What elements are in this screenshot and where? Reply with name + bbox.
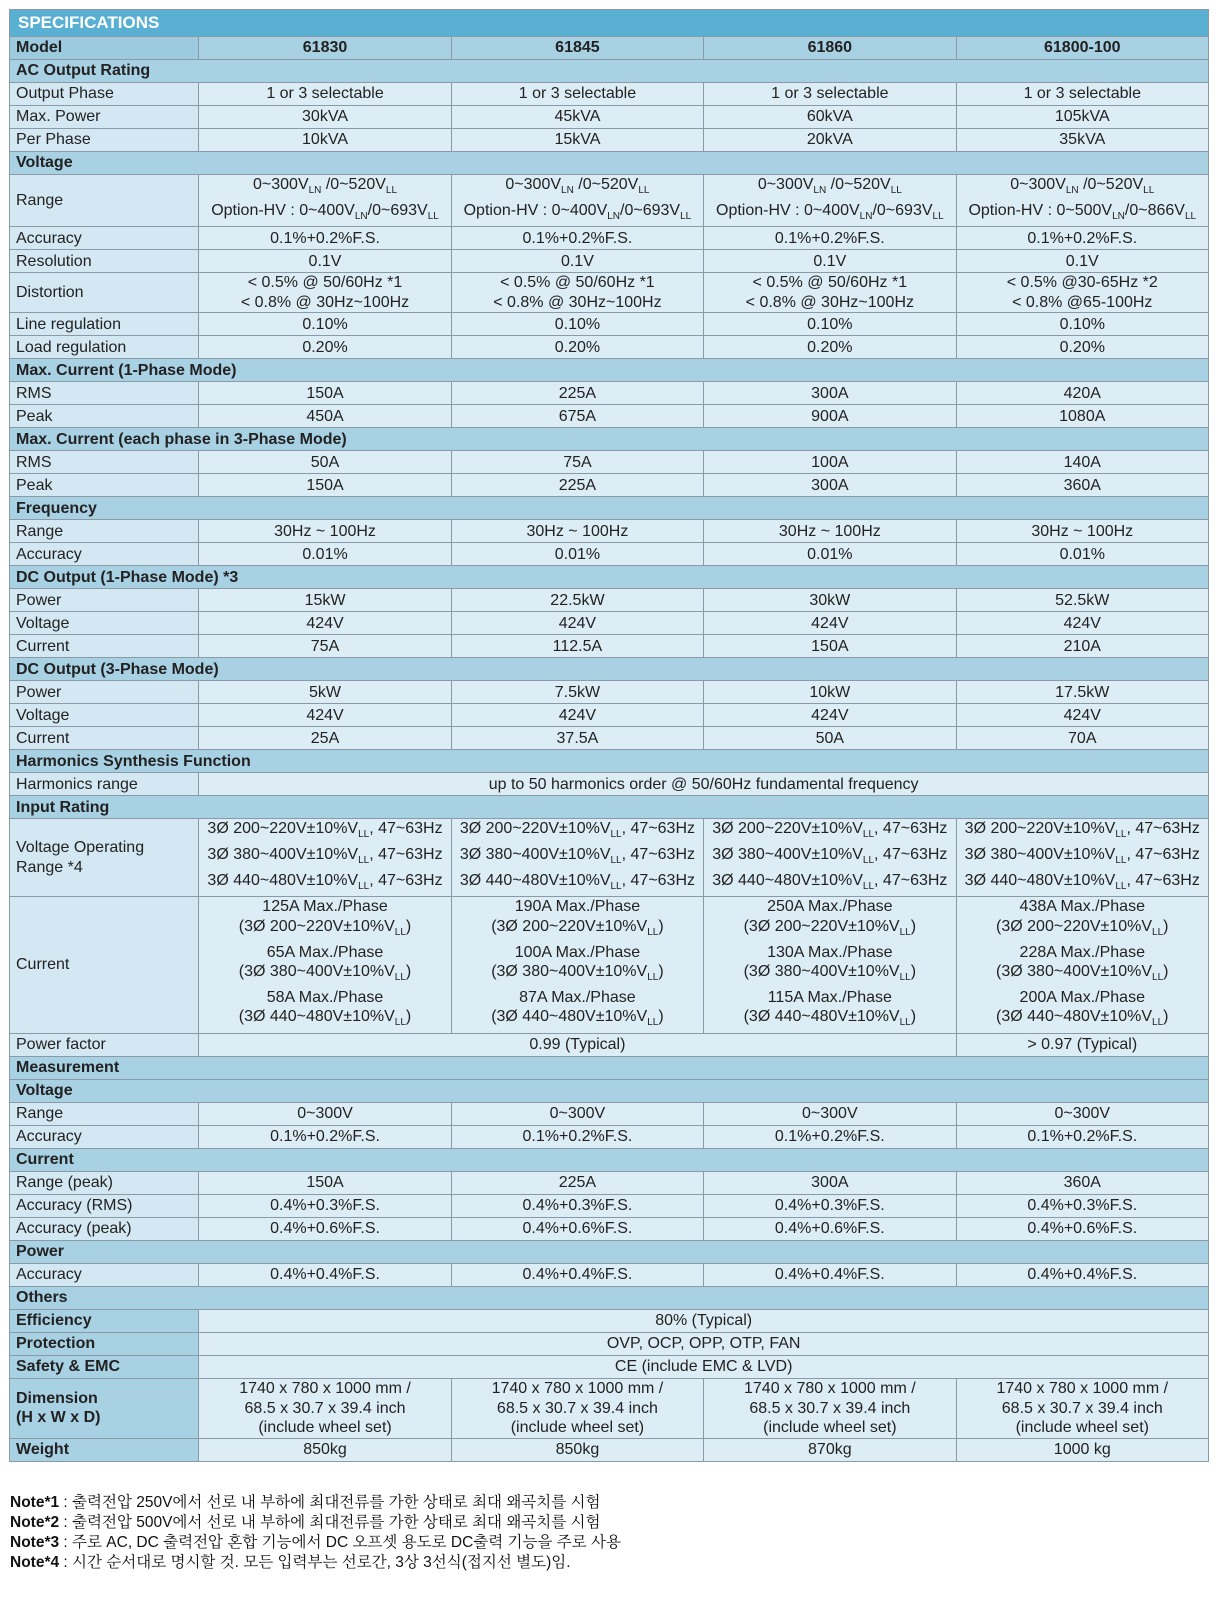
spec-value: 22.5kW xyxy=(451,589,703,612)
spec-value: 20kVA xyxy=(704,129,956,152)
spec-row-label: Accuracy xyxy=(10,227,199,250)
spec-value: < 0.5% @30-65Hz *2 < 0.8% @65-100Hz xyxy=(956,273,1208,313)
spec-row-label: Accuracy xyxy=(10,1264,199,1287)
section-title: Voltage xyxy=(10,1080,1209,1103)
section-title: Frequency xyxy=(10,497,1209,520)
spec-row xyxy=(10,897,1209,1034)
section-title: Others xyxy=(10,1287,1209,1310)
spec-value: 0.10% xyxy=(704,313,956,336)
footnote-text: : 출력전압 250V에서 선로 내 부하에 최대전류를 가한 상태로 최대 왜곡치를 시험 xyxy=(59,1494,601,1511)
spec-value: 150A xyxy=(199,382,451,405)
spec-value: $0\sim 300V_{LN}$ $/0\sim 520V_{LL}$ Option-HV : $0\sim 400V_{LN}/0\sim 693V_{LL}$ xyxy=(704,175,956,227)
spec-value: 0~300V xyxy=(451,1103,703,1126)
spec-row-label: Accuracy (peak) xyxy=(10,1218,199,1241)
spec-value: 3Ø $200\sim 220V\pm 10\%V_{LL}$, 47~63Hz 3Ø $380\sim 400V\pm 10\%V_{LL}$, 47~63Hz 3Ø $440\sim 480V\pm 10\%V_{LL}$, 47~63Hz xyxy=(704,819,956,897)
spec-value: 30kW xyxy=(704,589,956,612)
spec-value: $0\sim 300V_{LN}$ $/0\sim 520V_{LL}$ Option-HV : $0\sim 400V_{LN}/0\sim 693V_{LL}$ xyxy=(199,175,451,227)
spec-value: 0.01% xyxy=(956,543,1208,566)
spec-row xyxy=(10,336,1209,359)
section-header-row xyxy=(10,497,1209,520)
section-title: Max. Current (each phase in 3-Phase Mode) xyxy=(10,428,1209,451)
spec-value: 0.4%+0.3%F.S. xyxy=(451,1195,703,1218)
section-title: DC Output (1-Phase Mode) *3 xyxy=(10,566,1209,589)
spec-row-label: Max. Power xyxy=(10,106,199,129)
spec-value: 112.5A xyxy=(451,635,703,658)
footnote-text: : 주로 AC, DC 출력전압 혼합 기능에서 DC 오프셋 용도로 DC출력 기능을 주로 사용 xyxy=(59,1534,621,1551)
spec-value: 300A xyxy=(704,382,956,405)
spec-value: 17.5kW xyxy=(956,681,1208,704)
spec-value: 0.1%+0.2%F.S. xyxy=(451,1126,703,1149)
spec-row xyxy=(10,1195,1209,1218)
spec-value: 190A Max./Phase (3Ø $200\sim 220V\pm 10\%V_{LL}$) 100A Max./Phase (3Ø $380\sim 400V\pm 10\%V_{LL}$) 87A Max./Phase (3Ø $440\sim 480V\pm 10\%V_{LL}$) xyxy=(451,897,703,1034)
spec-value: 1740 x 780 x 1000 mm / 68.5 x 30.7 x 39.4 inch (include wheel set) xyxy=(704,1379,956,1439)
footnote-text: : 시간 순서대로 명시할 것. 모든 입력부는 선로간, 3상 3선식(접지선 별도)임. xyxy=(59,1554,571,1571)
spec-row-label: Voltage xyxy=(10,704,199,727)
spec-row xyxy=(10,1310,1209,1333)
spec-value: 225A xyxy=(451,382,703,405)
spec-value: 1740 x 780 x 1000 mm / 68.5 x 30.7 x 39.4 inch (include wheel set) xyxy=(199,1379,451,1439)
spec-value: 1 or 3 selectable xyxy=(956,83,1208,106)
spec-value: 30Hz ~ 100Hz xyxy=(704,520,956,543)
spec-row xyxy=(10,543,1209,566)
spec-row-label: Output Phase xyxy=(10,83,199,106)
spec-value: $0\sim 300V_{LN}$ $/0\sim 520V_{LL}$ Option-HV : $0\sim 500V_{LN}/0\sim 866V_{LL}$ xyxy=(956,175,1208,227)
spec-row xyxy=(10,1438,1209,1461)
section-header-row xyxy=(10,152,1209,175)
footnote xyxy=(10,1533,1200,1553)
spec-row-label: Current xyxy=(10,897,199,1034)
spec-row xyxy=(10,129,1209,152)
spec-value: 0.1%+0.2%F.S. xyxy=(199,1126,451,1149)
spec-row-label: Protection xyxy=(10,1333,199,1356)
spec-row-label: Current xyxy=(10,635,199,658)
spec-row xyxy=(10,1264,1209,1287)
spec-value: 0.4%+0.3%F.S. xyxy=(704,1195,956,1218)
section-title: Max. Current (1-Phase Mode) xyxy=(10,359,1209,382)
spec-value: 30Hz ~ 100Hz xyxy=(199,520,451,543)
spec-value: 0.1%+0.2%F.S. xyxy=(704,1126,956,1149)
spec-value: 0.10% xyxy=(956,313,1208,336)
spec-value: 675A xyxy=(451,405,703,428)
spec-row-label: Peak xyxy=(10,474,199,497)
spec-value: 0.1V xyxy=(956,250,1208,273)
spec-row xyxy=(10,1379,1209,1439)
spec-row xyxy=(10,612,1209,635)
spec-value: OVP, OCP, OPP, OTP, FAN xyxy=(199,1333,1209,1356)
spec-row-label: Power factor xyxy=(10,1034,199,1057)
spec-value: 15kVA xyxy=(451,129,703,152)
spec-value: 30Hz ~ 100Hz xyxy=(956,520,1208,543)
section-title: DC Output (3-Phase Mode) xyxy=(10,658,1209,681)
spec-value: 250A Max./Phase (3Ø $200\sim 220V\pm 10\%V_{LL}$) 130A Max./Phase (3Ø $380\sim 400V\pm 10\%V_{LL}$) 115A Max./Phase (3Ø $440\sim 480V\pm 10\%V_{LL}$) xyxy=(704,897,956,1034)
section-title: AC Output Rating xyxy=(10,60,1209,83)
spec-value: 1080A xyxy=(956,405,1208,428)
spec-value: 424V xyxy=(704,612,956,635)
section-header-row xyxy=(10,658,1209,681)
spec-value: 0.1%+0.2%F.S. xyxy=(704,227,956,250)
spec-value: 424V xyxy=(956,612,1208,635)
model-name: 61845 xyxy=(451,37,703,60)
spec-row xyxy=(10,1034,1209,1057)
spec-row-label: Harmonics range xyxy=(10,773,199,796)
spec-value: 37.5A xyxy=(451,727,703,750)
spec-value: 52.5kW xyxy=(956,589,1208,612)
spec-value: 125A Max./Phase (3Ø $200\sim 220V\pm 10\%V_{LL}$) 65A Max./Phase (3Ø $380\sim 400V\pm 10\%V_{LL}$) 58A Max./Phase (3Ø $440\sim 480V\pm 10\%V_{LL}$) xyxy=(199,897,451,1034)
spec-value: 0.20% xyxy=(451,336,703,359)
spec-value: 0.1V xyxy=(451,250,703,273)
spec-value: 3Ø $200\sim 220V\pm 10\%V_{LL}$, 47~63Hz 3Ø $380\sim 400V\pm 10\%V_{LL}$, 47~63Hz 3Ø $440\sim 480V\pm 10\%V_{LL}$, 47~63Hz xyxy=(451,819,703,897)
spec-value: 900A xyxy=(704,405,956,428)
spec-value: 0.4%+0.6%F.S. xyxy=(199,1218,451,1241)
spec-value: 0.4%+0.3%F.S. xyxy=(199,1195,451,1218)
spec-value: 1 or 3 selectable xyxy=(451,83,703,106)
spec-value: 75A xyxy=(199,635,451,658)
spec-value: 0.01% xyxy=(199,543,451,566)
section-header-row xyxy=(10,566,1209,589)
spec-value: 424V xyxy=(956,704,1208,727)
spec-value: 0~300V xyxy=(199,1103,451,1126)
spec-value: 0.01% xyxy=(451,543,703,566)
spec-value: 300A xyxy=(704,474,956,497)
section-title: Voltage xyxy=(10,152,1209,175)
spec-row-label: Range xyxy=(10,175,199,227)
spec-row xyxy=(10,227,1209,250)
spec-row-label: Dimension (H x W x D) xyxy=(10,1379,199,1439)
spec-value: 0.20% xyxy=(956,336,1208,359)
spec-value: 150A xyxy=(704,635,956,658)
spec-row xyxy=(10,1126,1209,1149)
spec-value: 10kVA xyxy=(199,129,451,152)
spec-value: 75A xyxy=(451,451,703,474)
spec-row-label: Range xyxy=(10,1103,199,1126)
section-title: Power xyxy=(10,1241,1209,1264)
spec-row-label: Efficiency xyxy=(10,1310,199,1333)
spec-value: 0.1%+0.2%F.S. xyxy=(451,227,703,250)
spec-value: 225A xyxy=(451,1172,703,1195)
spec-value: 0.20% xyxy=(704,336,956,359)
spec-value: 0.4%+0.6%F.S. xyxy=(704,1218,956,1241)
footnote-mark: Note*3 xyxy=(10,1534,60,1551)
spec-value: 50A xyxy=(704,727,956,750)
footnote xyxy=(10,1513,1200,1533)
spec-value: 0.1V xyxy=(199,250,451,273)
spec-table xyxy=(9,36,1209,1462)
spec-row-label: Per Phase xyxy=(10,129,199,152)
spec-row xyxy=(10,589,1209,612)
spec-value: 1740 x 780 x 1000 mm / 68.5 x 30.7 x 39.4 inch (include wheel set) xyxy=(956,1379,1208,1439)
spec-value: 210A xyxy=(956,635,1208,658)
spec-value: 150A xyxy=(199,1172,451,1195)
spec-value: 3Ø $200\sim 220V\pm 10\%V_{LL}$, 47~63Hz 3Ø $380\sim 400V\pm 10\%V_{LL}$, 47~63Hz 3Ø $440\sim 480V\pm 10\%V_{LL}$, 47~63Hz xyxy=(199,819,451,897)
spec-value: 1740 x 780 x 1000 mm / 68.5 x 30.7 x 39.4 inch (include wheel set) xyxy=(451,1379,703,1439)
spec-row xyxy=(10,474,1209,497)
spec-value: 10kW xyxy=(704,681,956,704)
spec-value: 0.4%+0.6%F.S. xyxy=(451,1218,703,1241)
spec-value: 0~300V xyxy=(956,1103,1208,1126)
spec-row-label: Accuracy xyxy=(10,1126,199,1149)
spec-value: 850kg xyxy=(199,1438,451,1461)
spec-value: 360A xyxy=(956,474,1208,497)
spec-value: 80% (Typical) xyxy=(199,1310,1209,1333)
spec-row-label: Distortion xyxy=(10,273,199,313)
spec-value: 424V xyxy=(451,612,703,635)
spec-row xyxy=(10,681,1209,704)
section-header-row xyxy=(10,60,1209,83)
spec-row-label: Voltage Operating Range *4 xyxy=(10,819,199,897)
spec-row xyxy=(10,819,1209,897)
spec-value: 0.4%+0.4%F.S. xyxy=(451,1264,703,1287)
spec-value: 0~300V xyxy=(704,1103,956,1126)
spec-value: 0.01% xyxy=(704,543,956,566)
spec-value: 438A Max./Phase (3Ø $200\sim 220V\pm 10\%V_{LL}$) 228A Max./Phase (3Ø $380\sim 400V\pm 10\%V_{LL}$) 200A Max./Phase (3Ø $440\sim 480V\pm 10\%V_{LL}$) xyxy=(956,897,1208,1034)
section-title: Input Rating xyxy=(10,796,1209,819)
spec-row-label: RMS xyxy=(10,451,199,474)
spec-row-label: Resolution xyxy=(10,250,199,273)
spec-value: 15kW xyxy=(199,589,451,612)
section-header-row xyxy=(10,1057,1209,1080)
model-label: Model xyxy=(10,37,199,60)
section-header-row xyxy=(10,1149,1209,1172)
spec-value: 1 or 3 selectable xyxy=(199,83,451,106)
spec-value: 424V xyxy=(704,704,956,727)
spec-row xyxy=(10,635,1209,658)
spec-value: < 0.5% @ 50/60Hz *1 < 0.8% @ 30Hz~100Hz xyxy=(199,273,451,313)
spec-row-label: Peak xyxy=(10,405,199,428)
spec-value: 0.1%+0.2%F.S. xyxy=(199,227,451,250)
spec-row-label: Power xyxy=(10,681,199,704)
section-header-row xyxy=(10,428,1209,451)
section-header-row xyxy=(10,359,1209,382)
spec-value: CE (include EMC & LVD) xyxy=(199,1356,1209,1379)
spec-row-label: Accuracy xyxy=(10,543,199,566)
model-header-row xyxy=(10,37,1209,60)
footnote-mark: Note*1 xyxy=(10,1494,60,1511)
spec-value: 0.4%+0.4%F.S. xyxy=(956,1264,1208,1287)
spec-row xyxy=(10,1356,1209,1379)
spec-value: 70A xyxy=(956,727,1208,750)
spec-value: 60kVA xyxy=(704,106,956,129)
spec-row xyxy=(10,451,1209,474)
spec-value: 5kW xyxy=(199,681,451,704)
spec-title: SPECIFICATIONS xyxy=(9,9,1209,36)
footnote xyxy=(10,1493,1200,1513)
spec-value: 424V xyxy=(451,704,703,727)
spec-sheet xyxy=(9,9,1209,1462)
spec-row xyxy=(10,175,1209,227)
spec-value: 35kVA xyxy=(956,129,1208,152)
spec-row-label: Power xyxy=(10,589,199,612)
spec-value: 3Ø $200\sim 220V\pm 10\%V_{LL}$, 47~63Hz 3Ø $380\sim 400V\pm 10\%V_{LL}$, 47~63Hz 3Ø $440\sim 480V\pm 10\%V_{LL}$, 47~63Hz xyxy=(956,819,1208,897)
spec-value: 30Hz ~ 100Hz xyxy=(451,520,703,543)
spec-value: 360A xyxy=(956,1172,1208,1195)
spec-row-label: Current xyxy=(10,727,199,750)
spec-row xyxy=(10,106,1209,129)
spec-row-label: RMS xyxy=(10,382,199,405)
spec-value: 450A xyxy=(199,405,451,428)
spec-value: 50A xyxy=(199,451,451,474)
spec-value: 300A xyxy=(704,1172,956,1195)
model-name: 61860 xyxy=(704,37,956,60)
spec-value: 1000 kg xyxy=(956,1438,1208,1461)
spec-value: 45kVA xyxy=(451,106,703,129)
spec-value: 850kg xyxy=(451,1438,703,1461)
spec-value: 0.10% xyxy=(199,313,451,336)
spec-value: $0\sim 300V_{LN}$ $/0\sim 520V_{LL}$ Option-HV : $0\sim 400V_{LN}/0\sim 693V_{LL}$ xyxy=(451,175,703,227)
spec-value: 0.4%+0.4%F.S. xyxy=(704,1264,956,1287)
spec-row xyxy=(10,727,1209,750)
spec-value: 100A xyxy=(704,451,956,474)
spec-value: up to 50 harmonics order @ 50/60Hz fundamental frequency xyxy=(199,773,1209,796)
section-header-row xyxy=(10,1241,1209,1264)
footnote-mark: Note*4 xyxy=(10,1554,60,1571)
footnote-mark: Note*2 xyxy=(10,1514,60,1531)
spec-value: 424V xyxy=(199,704,451,727)
spec-value: 225A xyxy=(451,474,703,497)
spec-value: 0.4%+0.3%F.S. xyxy=(956,1195,1208,1218)
spec-row xyxy=(10,273,1209,313)
section-title: Harmonics Synthesis Function xyxy=(10,750,1209,773)
spec-value: > 0.97 (Typical) xyxy=(956,1034,1208,1057)
spec-row-label: Range (peak) xyxy=(10,1172,199,1195)
spec-row xyxy=(10,520,1209,543)
spec-row xyxy=(10,313,1209,336)
spec-value: 0.20% xyxy=(199,336,451,359)
spec-value: 0.1%+0.2%F.S. xyxy=(956,1126,1208,1149)
spec-row xyxy=(10,1333,1209,1356)
section-header-row xyxy=(10,796,1209,819)
spec-row xyxy=(10,704,1209,727)
model-name: 61800-100 xyxy=(956,37,1208,60)
spec-value: 0.99 (Typical) xyxy=(199,1034,956,1057)
spec-value: 1 or 3 selectable xyxy=(704,83,956,106)
spec-value: 105kVA xyxy=(956,106,1208,129)
section-header-row xyxy=(10,750,1209,773)
spec-row xyxy=(10,382,1209,405)
spec-value: 7.5kW xyxy=(451,681,703,704)
spec-row xyxy=(10,773,1209,796)
spec-value: < 0.5% @ 50/60Hz *1 < 0.8% @ 30Hz~100Hz xyxy=(451,273,703,313)
footnote-text: : 출력전압 500V에서 선로 내 부하에 최대전류를 가한 상태로 최대 왜곡치를 시험 xyxy=(59,1514,601,1531)
spec-value: 420A xyxy=(956,382,1208,405)
footnote xyxy=(10,1553,1200,1573)
spec-row-label: Load regulation xyxy=(10,336,199,359)
footnotes xyxy=(10,1493,1200,1573)
spec-value: < 0.5% @ 50/60Hz *1 < 0.8% @ 30Hz~100Hz xyxy=(704,273,956,313)
spec-row-label: Accuracy (RMS) xyxy=(10,1195,199,1218)
spec-row-label: Safety & EMC xyxy=(10,1356,199,1379)
model-name: 61830 xyxy=(199,37,451,60)
spec-value: 870kg xyxy=(704,1438,956,1461)
spec-value: 140A xyxy=(956,451,1208,474)
section-header-row xyxy=(10,1287,1209,1310)
spec-value: 30kVA xyxy=(199,106,451,129)
spec-row xyxy=(10,250,1209,273)
spec-row-label: Weight xyxy=(10,1438,199,1461)
spec-value: 0.1%+0.2%F.S. xyxy=(956,227,1208,250)
section-title: Measurement xyxy=(10,1057,1209,1080)
spec-value: 0.4%+0.6%F.S. xyxy=(956,1218,1208,1241)
spec-row xyxy=(10,1218,1209,1241)
spec-value: 0.1V xyxy=(704,250,956,273)
spec-value: 0.4%+0.4%F.S. xyxy=(199,1264,451,1287)
spec-row-label: Range xyxy=(10,520,199,543)
spec-row xyxy=(10,1172,1209,1195)
spec-row xyxy=(10,405,1209,428)
spec-value: 0.10% xyxy=(451,313,703,336)
spec-row-label: Line regulation xyxy=(10,313,199,336)
spec-value: 150A xyxy=(199,474,451,497)
section-header-row xyxy=(10,1080,1209,1103)
spec-value: 25A xyxy=(199,727,451,750)
spec-row xyxy=(10,1103,1209,1126)
spec-row xyxy=(10,83,1209,106)
spec-row-label: Voltage xyxy=(10,612,199,635)
spec-value: 424V xyxy=(199,612,451,635)
section-title: Current xyxy=(10,1149,1209,1172)
